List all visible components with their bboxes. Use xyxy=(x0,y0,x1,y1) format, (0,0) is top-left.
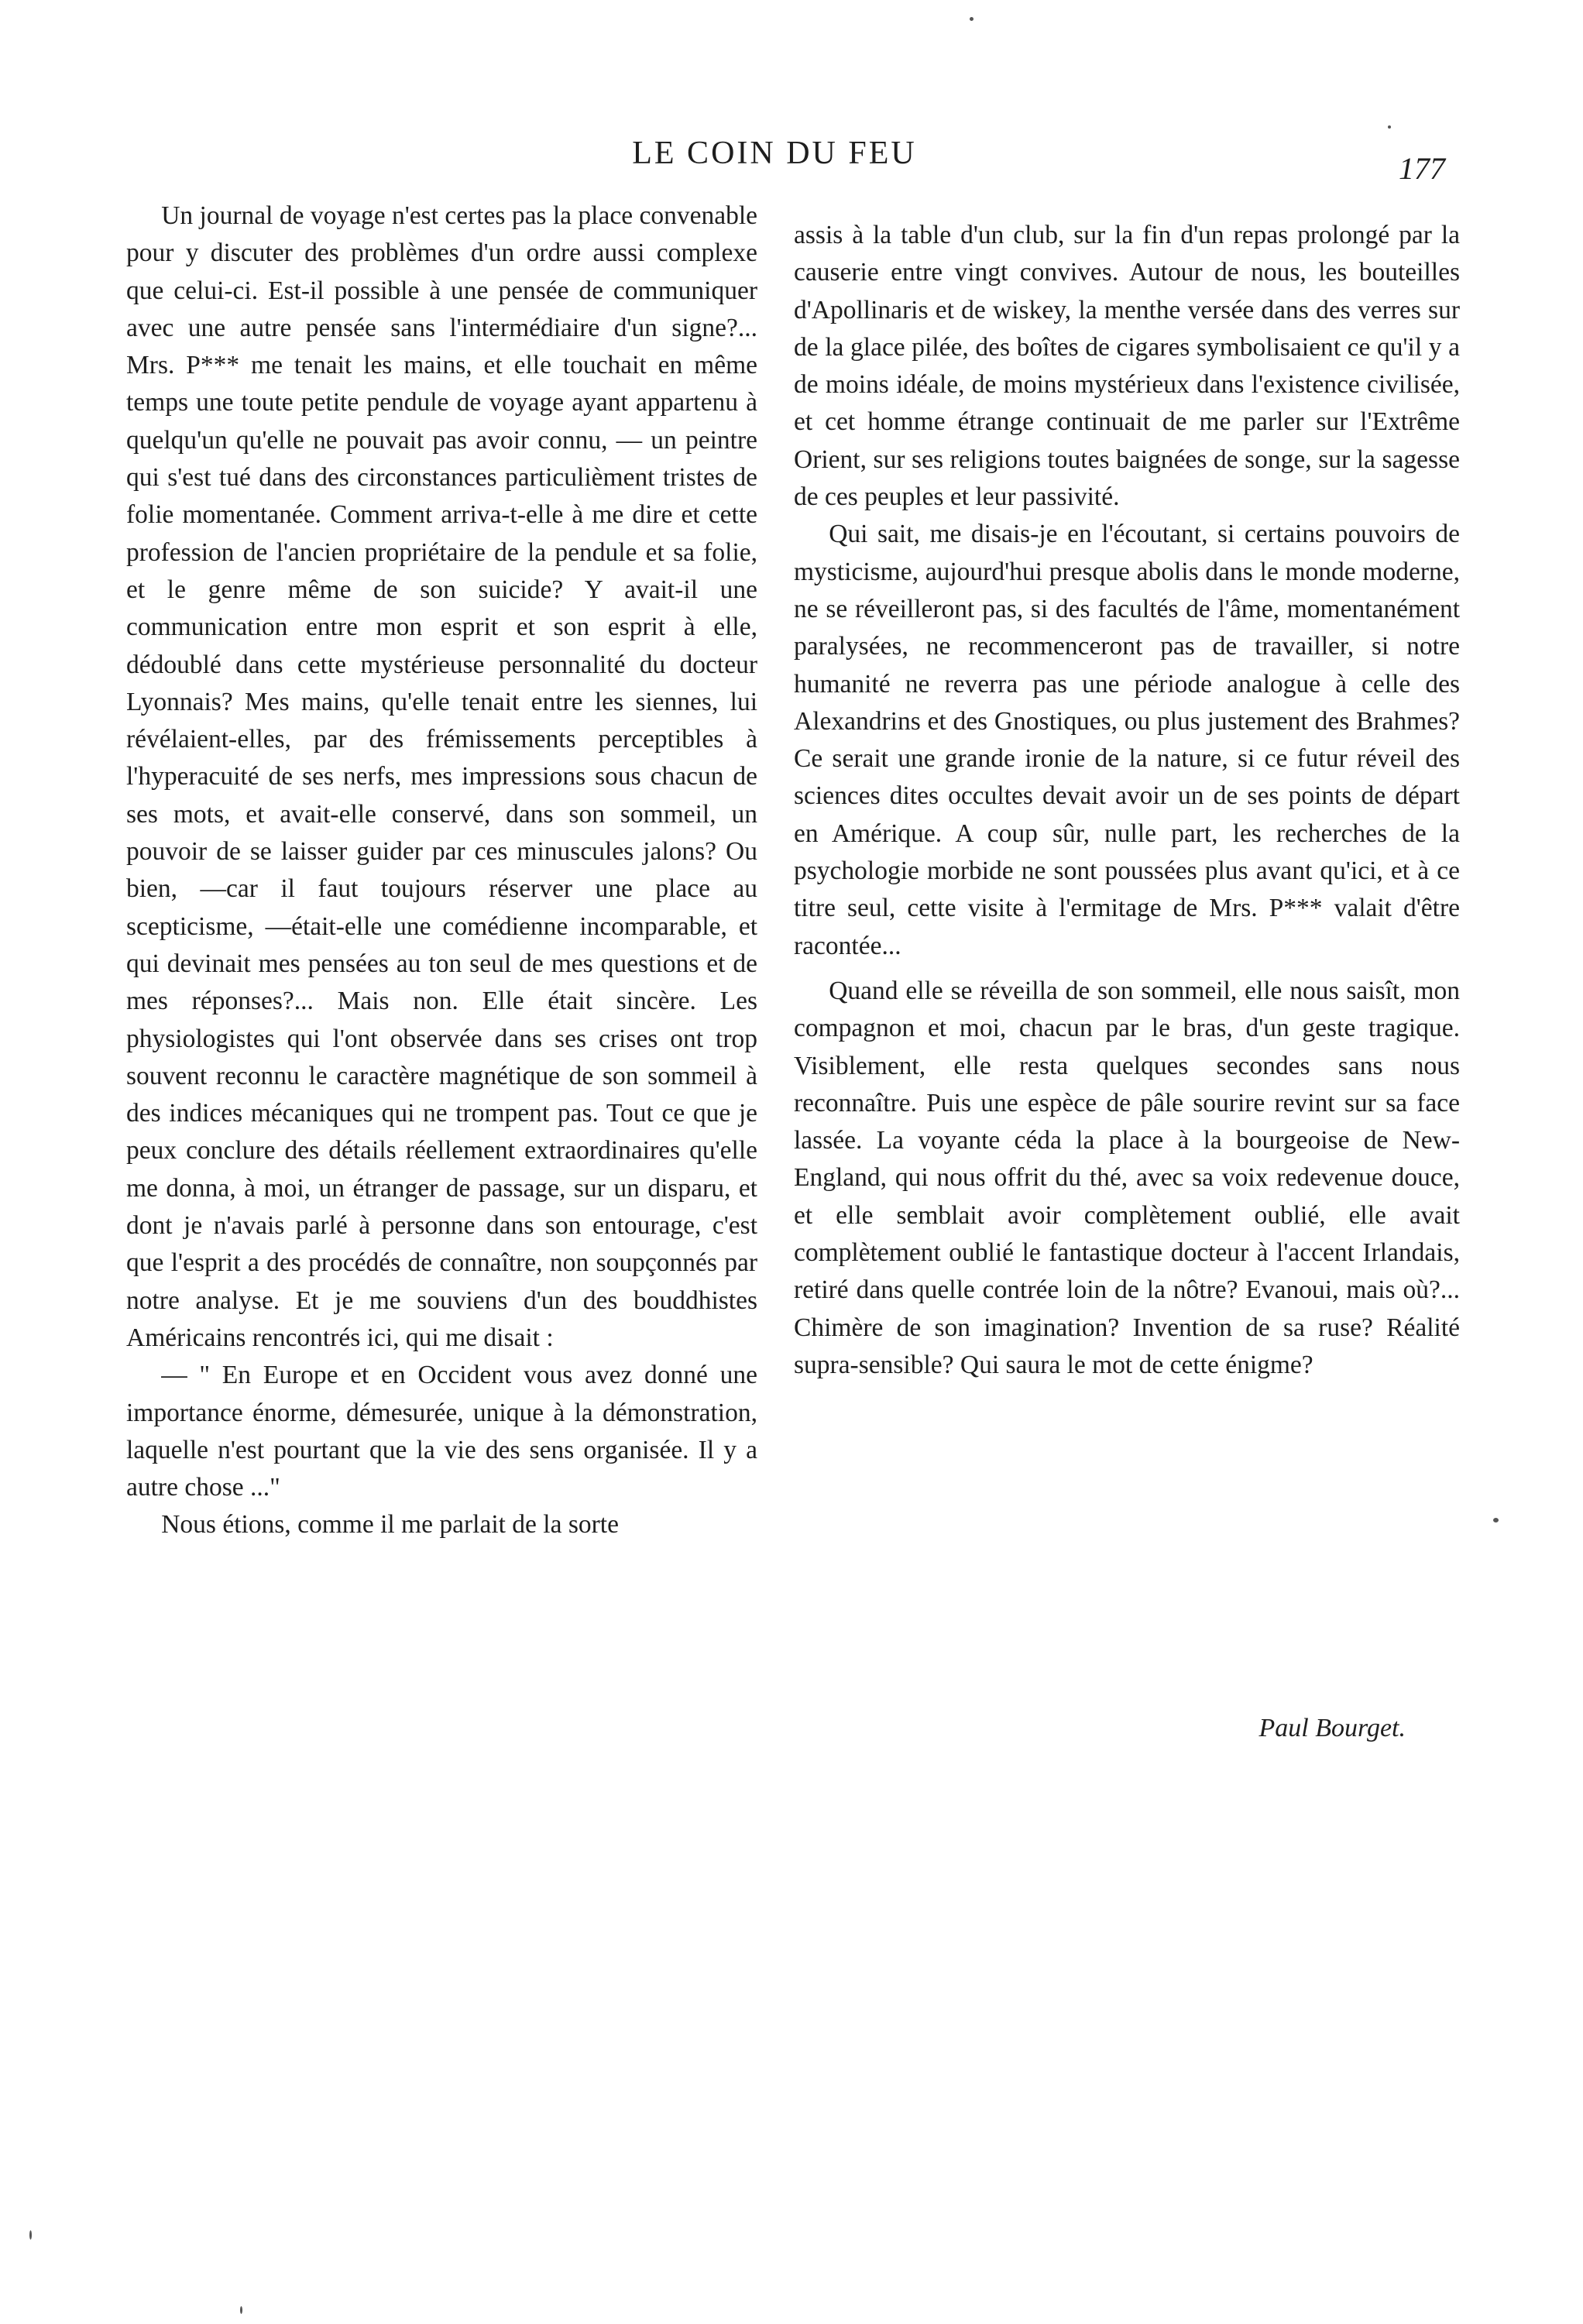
paragraph: Qui sait, me disais-je en l'écoutant, si certains pouvoirs de mysticisme, aujourd'hui presque abolis dans le monde moderne, ne se réveilleront pas, si des facultés de l'âme, momentanément paralysées, ne recommenceront pas de travailler, si notre humanité ne reverra pas une période analogue à celle des Alexandrins et des Gnostiques, ou plus justement des Brahmes? Ce serait une grande ironie de la nature, si ce futur réveil des sciences dites occultes devait avoir un de ses points de départ en Amérique. A coup sûr, nulle part, les recherches de la psychologie morbide ne sont poussées plus avant qu'ici, et à ce titre seul, cette visite à l'ermitage de Mrs. P*** valait d'être racontée... xyxy=(794,520,1460,960)
page-header-title: LE COIN DU FEU xyxy=(632,136,917,171)
scan-speck xyxy=(29,2230,32,2240)
paragraph: Un journal de voyage n'est certes pas la place convenable pour y discuter des problèmes d'un ordre aussi complexe que celui-ci. Est-il possible à une pensée de communiquer avec une autre pensée sans l'intermédiaire d'un signe?... Mrs. P*** me tenait les mains, et elle touchait en même temps une toute petite pendule de voyage ayant appartenu à quelqu'un qu'elle ne pouvait pas avoir connu, — un peintre qui s'est tué dans des circonstances particulièment tristes de folie momentanée. Comment arriva-t-elle à me dire et cette profession de l'ancien propriétaire de la pendule et sa folie, et le genre même de son suicide? Y avait-il une communication entre mon esprit et son esprit à elle, dédoublé dans cette mystérieuse personnalité du docteur Lyonnais? Mes mains, qu'elle tenait entre les siennes, lui révélaient-elles, par des frémissements perceptibles à l'hyperacuité de ses nerfs, mes impressions sous chacun de ses mots, et avait-elle conservé, dans son sommeil, un pouvoir de se laisser guider par ces minuscules jalons? Ou bien, —car il faut toujours réserver une place au scepticisme, —était-elle une comédienne incomparable, et qui devinait mes pensées au ton seul de mes questions et de mes réponses?... Mais non. Elle était sincère. Les physiologistes qui l'ont observée dans ses crises ont trop souvent reconnu le caractère magnétique de son sommeil à des indices mécaniques qui ne trompent pas. Tout ce que je peux conclure des détails réellement extraordinaires qu'elle me donna, à moi, un étranger de passage, sur un disparu, et dont je n'avais parlé à personne dans son entourage, c'est que l'esprit a des procédés de connaître, non soupçonnés par notre analyse. Et je me souviens d'un des bouddhistes Américains rencontrés ici, qui me disait : xyxy=(126,201,757,1352)
scan-speck xyxy=(1388,125,1391,129)
paragraph: Nous étions, comme il me parlait de la sorte xyxy=(161,1510,619,1540)
scan-speck xyxy=(1493,1518,1499,1522)
scan-speck xyxy=(970,17,973,21)
quotation-paragraph: — " En Europe et en Occident vous avez donné une importance énorme, démesurée, unique à la démonstration, laquelle n'est pourtant que la vie des sens organisée. Il y a autre chose ..." xyxy=(126,1361,757,1502)
paragraph: Quand elle se réveilla de son sommeil, elle nous saisît, mon compagnon et moi, chacun par le bras, d'un geste tragique. Visiblement, elle resta quelques secondes sans nous reconnaître. Puis une espèce de pâle sourire revint sur sa face lassée. La voyante céda la place à la bourgeoise de New-England, qui nous offrit du thé, avec sa voix redevenue douce, et elle semblait avoir complètement oublié, elle avait complètement oublié le fantastique docteur à l'accent Irlandais, retiré dans quelle contrée loin de la nôtre? Evanoui, mais où?... Chimère de son imagination? Invention de sa ruse? Réalité supra-sensible? Qui saura le mot de cette énigme? xyxy=(794,976,1460,1379)
paragraph: assis à la table d'un club, sur la fin d'un repas prolongé par la causerie entre vingt convives. Autour de nous, les bouteilles d'Apollinaris et de wiskey, la menthe versée dans des verres sur de la glace pilée, des boîtes de cigares symbolisaient ce qu'il y a de moins idéale, de moins mystérieux dans l'existence civilisée, et cet homme étrange continuait de me parler sur l'Extrême Orient, sur ses religions toutes baignées de songe, sur la sagesse de ces peuples et leur passivité. xyxy=(794,221,1460,512)
right-column xyxy=(794,217,1460,1384)
page-number: 177 xyxy=(1399,151,1445,186)
author-signature: Paul Bourget. xyxy=(1259,1714,1406,1742)
left-column xyxy=(126,197,757,1544)
scan-speck xyxy=(240,2306,242,2314)
